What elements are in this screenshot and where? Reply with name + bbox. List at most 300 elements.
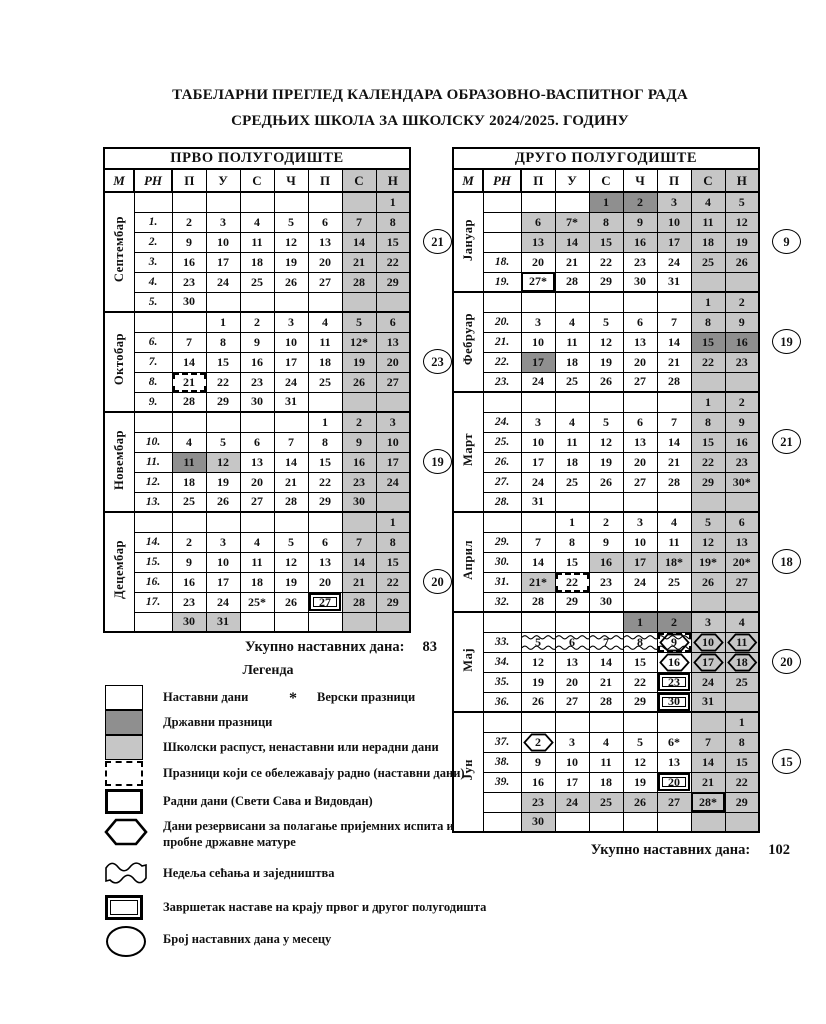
day-cell: 7 (342, 212, 376, 232)
day-cell: 15 (691, 332, 725, 352)
day-cell: 2 (657, 612, 691, 632)
week-number (483, 392, 521, 412)
day-cell: 27 (725, 572, 759, 592)
day-cell: 30 (342, 492, 376, 512)
day-cell (623, 292, 657, 312)
day-cell: 10 (206, 552, 240, 572)
day-cell: 4 (725, 612, 759, 632)
day-cell: 31 (657, 272, 691, 292)
day-cell: 8 (376, 532, 410, 552)
week-number: 5. (134, 292, 172, 312)
day-cell: 13 (657, 752, 691, 772)
day-cell: 11 (240, 232, 274, 252)
day-cell: 25 (691, 252, 725, 272)
week-number: 21. (483, 332, 521, 352)
day-cell: 21 (657, 452, 691, 472)
day-cell: 24 (521, 372, 555, 392)
week-number: 7. (134, 352, 172, 372)
day-cell: 11 (555, 432, 589, 452)
page-title-line2: СРЕДЊИХ ШКОЛА ЗА ШКОЛСКУ 2024/2025. ГОДИНУ (231, 113, 629, 130)
week-number: 19. (483, 272, 521, 292)
day-cell: 14 (342, 232, 376, 252)
state-holidays-swatch (105, 710, 143, 735)
day-cell: 8 (691, 312, 725, 332)
day-cell: 23 (623, 252, 657, 272)
day-cell: 26 (589, 372, 623, 392)
day-cell: 16 (240, 352, 274, 372)
day-cell: 10 (274, 332, 308, 352)
asterisk-icon: * (289, 690, 297, 707)
day-cell (172, 512, 206, 532)
day-cell (725, 812, 759, 832)
day-cell: 6 (376, 312, 410, 332)
day-cell: 17 (691, 652, 725, 672)
column-header: С (342, 169, 376, 192)
monthly-days-circle-april: 18 (772, 549, 801, 574)
day-cell: 28 (589, 692, 623, 712)
day-cell: 19 (274, 252, 308, 272)
day-cell (555, 612, 589, 632)
day-cell: 29 (589, 272, 623, 292)
day-cell: 19 (589, 452, 623, 472)
day-cell: 20 (623, 352, 657, 372)
day-cell: 26 (521, 692, 555, 712)
day-cell: 25 (555, 472, 589, 492)
week-number: 22. (483, 352, 521, 372)
day-cell: 13 (308, 232, 342, 252)
day-cell (521, 512, 555, 532)
day-cell: 28 (342, 592, 376, 612)
day-cell: 18 (555, 352, 589, 372)
day-cell: 13 (555, 652, 589, 672)
monthly-days-circle-february: 19 (772, 329, 801, 354)
day-cell: 9 (623, 212, 657, 232)
day-cell: 25 (555, 372, 589, 392)
day-cell: 22 (376, 252, 410, 272)
day-cell: 10 (521, 432, 555, 452)
day-cell: 14 (274, 452, 308, 472)
day-cell: 9 (172, 552, 206, 572)
day-cell: 17 (555, 772, 589, 792)
day-cell: 29 (623, 692, 657, 712)
dashed-box-icon (105, 761, 143, 786)
legend-row-remembrance-week (103, 861, 503, 886)
total-label: Укупно наставних дана: (590, 842, 751, 858)
page-title-line1: ТАБЕЛАРНИ ПРЕГЛЕД КАЛЕНДАРА ОБРАЗОВНО-ВАСПИТНОГ РАДА (172, 87, 688, 103)
day-cell: 15 (725, 752, 759, 772)
day-cell: 3 (521, 412, 555, 432)
wavy-band-icon (103, 859, 149, 887)
day-cell: 22 (589, 252, 623, 272)
day-cell: 3 (521, 312, 555, 332)
day-cell (274, 512, 308, 532)
week-number: 13. (134, 492, 172, 512)
day-cell: 21 (555, 252, 589, 272)
day-cell: 14 (657, 432, 691, 452)
day-cell: 20 (240, 472, 274, 492)
day-cell: 7 (172, 332, 206, 352)
column-header: С (240, 169, 274, 192)
day-cell: 1 (589, 192, 623, 212)
day-cell: 7 (691, 732, 725, 752)
day-cell: 8 (206, 332, 240, 352)
week-number: 32. (483, 592, 521, 612)
total-value: 83 (422, 639, 437, 655)
day-cell: 18 (240, 572, 274, 592)
week-number: 2. (134, 232, 172, 252)
week-number (483, 612, 521, 632)
day-cell: 8 (555, 532, 589, 552)
day-cell: 13 (623, 332, 657, 352)
day-cell: 18 (172, 472, 206, 492)
day-cell: 22 (691, 452, 725, 472)
day-cell: 5 (589, 312, 623, 332)
double-box-icon (105, 895, 143, 920)
day-cell (206, 192, 240, 212)
day-cell: 17 (657, 232, 691, 252)
day-cell: 11 (172, 452, 206, 472)
day-cell: 13 (521, 232, 555, 252)
day-cell: 17 (521, 352, 555, 372)
month-label: Јануар (453, 192, 483, 292)
day-cell (555, 292, 589, 312)
week-number: 3. (134, 252, 172, 272)
legend-row-teaching-days (103, 685, 503, 710)
day-cell: 10 (657, 212, 691, 232)
legend-label: Број наставних дана у месецу (163, 932, 332, 946)
total-teaching-days-first-semester (103, 639, 437, 656)
day-cell: 29 (206, 392, 240, 412)
week-number: 34. (483, 652, 521, 672)
day-cell: 23 (342, 472, 376, 492)
monthly-days-circle-june: 15 (772, 749, 801, 774)
day-cell: 13 (725, 532, 759, 552)
day-cell: 5 (342, 312, 376, 332)
day-cell: 3 (206, 532, 240, 552)
day-cell: 1 (725, 712, 759, 732)
day-cell (342, 612, 376, 632)
day-cell: 7 (589, 632, 623, 652)
day-cell: 9 (725, 312, 759, 332)
day-cell: 26 (206, 492, 240, 512)
day-cell: 7 (521, 532, 555, 552)
day-cell (691, 812, 725, 832)
day-cell: 29 (555, 592, 589, 612)
day-cell: 19 (206, 472, 240, 492)
day-cell: 25 (308, 372, 342, 392)
day-cell: 17 (274, 352, 308, 372)
ellipse-icon (106, 926, 146, 957)
day-cell: 19* (691, 552, 725, 572)
day-cell: 10 (376, 432, 410, 452)
day-cell: 8 (589, 212, 623, 232)
hexagon-icon (103, 817, 149, 847)
day-cell: 16 (657, 652, 691, 672)
week-number (483, 232, 521, 252)
day-cell (589, 292, 623, 312)
day-cell: 21 (172, 372, 206, 392)
day-cell (206, 292, 240, 312)
week-number (134, 612, 172, 632)
day-cell: 12 (691, 532, 725, 552)
day-cell: 23 (725, 352, 759, 372)
day-cell: 19 (521, 672, 555, 692)
day-cell (172, 192, 206, 212)
day-cell (172, 412, 206, 432)
legend-label: Празници који се обележавају радно (наставни дани) (163, 766, 465, 780)
day-cell (342, 292, 376, 312)
day-cell: 27 (623, 372, 657, 392)
day-cell: 2 (623, 192, 657, 212)
day-cell: 9 (240, 332, 274, 352)
day-cell: 31 (206, 612, 240, 632)
day-cell: 16 (725, 432, 759, 452)
day-cell: 2 (240, 312, 274, 332)
column-header: С (691, 169, 725, 192)
day-cell: 11 (725, 632, 759, 652)
day-cell: 6 (521, 212, 555, 232)
day-cell: 4 (691, 192, 725, 212)
legend-label: Наставни дани (163, 690, 249, 704)
day-cell: 9 (589, 532, 623, 552)
day-cell: 30 (172, 292, 206, 312)
day-cell: 23 (172, 272, 206, 292)
day-cell: 8 (308, 432, 342, 452)
day-cell (623, 392, 657, 412)
day-cell: 2 (172, 212, 206, 232)
day-cell: 23 (521, 792, 555, 812)
week-number: 17. (134, 592, 172, 612)
legend-label: Недеља сећања и заједништва (163, 866, 335, 880)
week-number (134, 312, 172, 332)
day-cell: 20* (725, 552, 759, 572)
day-cell: 20 (308, 252, 342, 272)
day-cell: 15 (555, 552, 589, 572)
day-cell (521, 392, 555, 412)
day-cell: 25 (589, 792, 623, 812)
day-cell: 22 (725, 772, 759, 792)
day-cell: 28 (274, 492, 308, 512)
day-cell (623, 492, 657, 512)
column-header: П (657, 169, 691, 192)
day-cell: 10 (623, 532, 657, 552)
day-cell: 29 (308, 492, 342, 512)
day-cell (240, 612, 274, 632)
day-cell: 3 (555, 732, 589, 752)
day-cell: 22 (376, 572, 410, 592)
day-cell: 28 (657, 372, 691, 392)
day-cell: 27* (521, 272, 555, 292)
day-cell: 9 (342, 432, 376, 452)
week-number: 10. (134, 432, 172, 452)
day-cell (623, 812, 657, 832)
day-cell: 5 (274, 532, 308, 552)
day-cell: 2 (342, 412, 376, 432)
day-cell (657, 592, 691, 612)
day-cell: 18 (240, 252, 274, 272)
column-header: РН (134, 169, 172, 192)
column-header: Н (725, 169, 759, 192)
day-cell: 18 (589, 772, 623, 792)
day-cell: 3 (376, 412, 410, 432)
day-cell: 25 (725, 672, 759, 692)
day-cell: 30 (172, 612, 206, 632)
day-cell: 12 (589, 432, 623, 452)
day-cell: 29 (376, 592, 410, 612)
day-cell (725, 492, 759, 512)
day-cell: 3 (657, 192, 691, 212)
day-cell (342, 392, 376, 412)
day-cell: 8 (623, 632, 657, 652)
month-label: Фебруар (453, 292, 483, 392)
day-cell: 2 (589, 512, 623, 532)
day-cell: 24 (623, 572, 657, 592)
day-cell (725, 592, 759, 612)
day-cell (521, 612, 555, 632)
day-cell: 21 (274, 472, 308, 492)
day-cell (555, 392, 589, 412)
column-header: П (521, 169, 555, 192)
day-cell: 8 (376, 212, 410, 232)
day-cell: 16 (521, 772, 555, 792)
week-number: 9. (134, 392, 172, 412)
week-number: 11. (134, 452, 172, 472)
month-label: Јун (453, 712, 483, 832)
day-cell: 14 (589, 652, 623, 672)
day-cell: 30 (623, 272, 657, 292)
day-cell: 6 (308, 212, 342, 232)
day-cell (308, 612, 342, 632)
week-number: 6. (134, 332, 172, 352)
day-cell (657, 392, 691, 412)
day-cell (308, 512, 342, 532)
day-cell: 17 (206, 572, 240, 592)
week-number: 29. (483, 532, 521, 552)
day-cell (342, 192, 376, 212)
column-header: РН (483, 169, 521, 192)
week-number (134, 192, 172, 212)
day-cell: 4 (555, 312, 589, 332)
day-cell: 27 (376, 372, 410, 392)
day-cell: 21* (521, 572, 555, 592)
day-cell: 5 (691, 512, 725, 532)
day-cell: 6 (308, 532, 342, 552)
column-header: Н (376, 169, 410, 192)
day-cell: 19 (725, 232, 759, 252)
week-number: 33. (483, 632, 521, 652)
day-cell: 11 (691, 212, 725, 232)
day-cell: 18 (555, 452, 589, 472)
day-cell (555, 812, 589, 832)
legend-row-exam-days (103, 819, 503, 853)
day-cell: 19 (589, 352, 623, 372)
day-cell (521, 292, 555, 312)
week-number: 20. (483, 312, 521, 332)
week-number: 16. (134, 572, 172, 592)
day-cell (308, 192, 342, 212)
day-cell: 5 (589, 412, 623, 432)
day-cell: 18 (691, 232, 725, 252)
day-cell: 22 (308, 472, 342, 492)
day-cell (589, 612, 623, 632)
day-cell: 4 (308, 312, 342, 332)
day-cell: 12 (521, 652, 555, 672)
day-cell: 15 (376, 232, 410, 252)
day-cell: 4 (555, 412, 589, 432)
day-cell: 10 (206, 232, 240, 252)
day-cell: 29 (376, 272, 410, 292)
day-cell: 7 (657, 412, 691, 432)
week-number: 15. (134, 552, 172, 572)
day-cell: 26 (589, 472, 623, 492)
day-cell: 17 (623, 552, 657, 572)
day-cell: 12 (623, 752, 657, 772)
day-cell: 20 (657, 772, 691, 792)
day-cell: 24 (521, 472, 555, 492)
column-header: П (172, 169, 206, 192)
day-cell: 31 (691, 692, 725, 712)
day-cell (376, 392, 410, 412)
day-cell: 2 (172, 532, 206, 552)
day-cell (657, 812, 691, 832)
day-cell: 28 (657, 472, 691, 492)
legend-row-working-days (103, 789, 503, 814)
week-number: 37. (483, 732, 521, 752)
day-cell (657, 492, 691, 512)
day-cell: 6 (240, 432, 274, 452)
day-cell: 18* (657, 552, 691, 572)
day-cell: 15 (308, 452, 342, 472)
day-cell: 1 (555, 512, 589, 532)
day-cell: 7 (274, 432, 308, 452)
day-cell: 27 (657, 792, 691, 812)
day-cell: 26 (342, 372, 376, 392)
legend-row-school-break (103, 735, 503, 760)
column-header: М (104, 169, 134, 192)
day-cell: 20 (521, 252, 555, 272)
column-header: М (453, 169, 483, 192)
day-cell: 26 (274, 592, 308, 612)
day-cell: 6 (555, 632, 589, 652)
day-cell (240, 192, 274, 212)
legend-label: Радни дани (Свети Сава и Видовдан) (163, 794, 373, 808)
day-cell: 1 (376, 512, 410, 532)
day-cell: 21 (589, 672, 623, 692)
day-cell (691, 372, 725, 392)
day-cell: 13 (308, 552, 342, 572)
day-cell (274, 612, 308, 632)
day-cell: 5 (725, 192, 759, 212)
week-number (134, 512, 172, 532)
day-cell (725, 692, 759, 712)
column-header: Ч (623, 169, 657, 192)
day-cell: 5 (623, 732, 657, 752)
day-cell: 20 (376, 352, 410, 372)
week-number: 39. (483, 772, 521, 792)
day-cell: 1 (691, 292, 725, 312)
day-cell: 24 (206, 592, 240, 612)
day-cell: 29 (691, 472, 725, 492)
day-cell (172, 312, 206, 332)
day-cell (308, 292, 342, 312)
week-number: 38. (483, 752, 521, 772)
day-cell: 24 (691, 672, 725, 692)
week-number (483, 212, 521, 232)
day-cell (589, 712, 623, 732)
day-cell: 30 (589, 592, 623, 612)
day-cell: 4 (589, 732, 623, 752)
week-number (483, 192, 521, 212)
